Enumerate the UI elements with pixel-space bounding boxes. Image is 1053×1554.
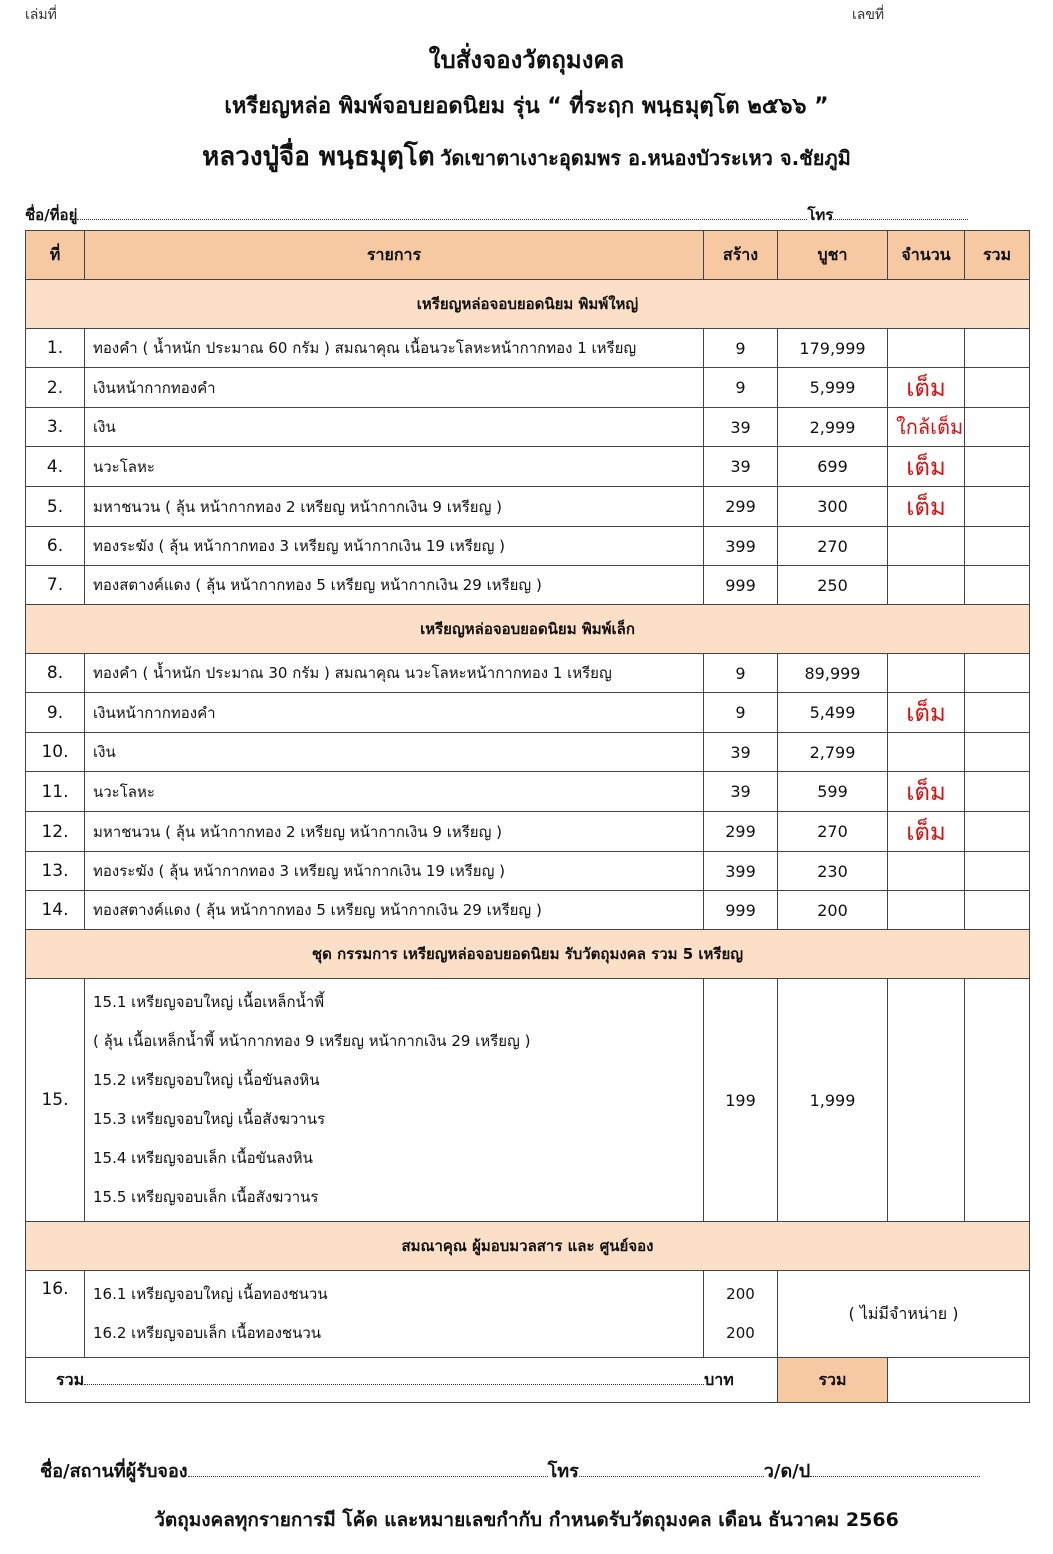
row-item: ทองสตางค์แดง ( ลุ้น หน้ากากทอง 5 เหรียญ หน้ากากเงิน 29 เหรียญ ): [85, 566, 704, 605]
table-row: [26, 891, 1030, 930]
total-row: [26, 1358, 1030, 1403]
row-price: 179,999: [778, 329, 888, 368]
total-amount-field[interactable]: [84, 1372, 704, 1385]
row-item: เงิน: [85, 733, 704, 772]
section-title: ชุด กรรมการ เหรียญหล่อจอบยอดนิยม รับวัตถุมงคล รวม 5 เหรียญ: [26, 930, 1030, 979]
row-qty-status[interactable]: [888, 654, 965, 693]
gift-line: 16.1 เหรียญจอบใหญ่ เนื้อทองชนวน: [93, 1285, 328, 1303]
row-item: เงินหน้ากากทองคำ: [85, 693, 704, 733]
row-qty-status[interactable]: [888, 891, 965, 930]
set-line: 15.4 เหรียญจอบเล็ก เนื้อขันลงหิน: [93, 1149, 313, 1167]
row-no: 11.: [26, 772, 85, 812]
row-item: ทองคำ ( น้ำหนัก ประมาณ 60 กรัม ) สมณาคุณ เนื้อนวะโลหะหน้ากากทอง 1 เหรียญ: [85, 329, 704, 368]
set-line: 15.1 เหรียญจอบใหญ่ เนื้อเหล็กน้ำพี้: [93, 993, 325, 1011]
section-header: [26, 930, 1030, 979]
row-no: 10.: [26, 733, 85, 772]
section-title: เหรียญหล่อจอบยอดนิยม พิมพ์ใหญ่: [26, 280, 1030, 329]
table-row: [26, 408, 1030, 447]
section-title: เหรียญหล่อจอบยอดนิยม พิมพ์เล็ก: [26, 605, 1030, 654]
row-price: 230: [778, 852, 888, 891]
row-total[interactable]: [965, 852, 1030, 891]
row-no: 15.: [26, 979, 85, 1222]
row-total[interactable]: [965, 772, 1030, 812]
table-row: [26, 693, 1030, 733]
row-item-list: [85, 979, 704, 1222]
row-item: มหาชนวน ( ลุ้น หน้ากากทอง 2 เหรียญ หน้ากากเงิน 9 เหรียญ ): [85, 487, 704, 527]
section-header: [26, 605, 1030, 654]
total-unit: บาท: [704, 1369, 734, 1389]
row-no: 16.: [26, 1271, 85, 1358]
receiver-phone-field[interactable]: [579, 1464, 764, 1477]
customer-name-label: ชื่อ/ที่อยู่: [25, 206, 78, 224]
receiver-name-label: ชื่อ/สถานที่ผู้รับจอง: [40, 1461, 188, 1482]
row-built: 199: [704, 979, 778, 1222]
row-total[interactable]: [965, 408, 1030, 447]
row-total[interactable]: [965, 812, 1030, 852]
row-price: 1,999: [778, 979, 888, 1222]
row-built: 39: [704, 733, 778, 772]
row-built: 399: [704, 852, 778, 891]
row-total[interactable]: [965, 447, 1030, 487]
set-line: ( ลุ้น เนื้อเหล็กน้ำพี้ หน้ากากทอง 9 เหรียญ หน้ากากเงิน 29 เหรียญ ): [93, 1032, 531, 1050]
row-item: นวะโลหะ: [85, 772, 704, 812]
row-no: 14.: [26, 891, 85, 930]
row-built: 999: [704, 891, 778, 930]
row-no: 9.: [26, 693, 85, 733]
row-qty-status[interactable]: [888, 527, 965, 566]
row-total[interactable]: [965, 891, 1030, 930]
monk-name: หลวงปู่จื่อ พนฺธมุตฺโต: [202, 142, 435, 172]
row-price: 599: [778, 772, 888, 812]
total-line: [26, 1358, 778, 1403]
row-qty-status[interactable]: เต็ม: [888, 812, 965, 852]
row-qty-status[interactable]: เต็ม: [888, 693, 965, 733]
row-built: 39: [704, 772, 778, 812]
row-item: ทองสตางค์แดง ( ลุ้น หน้ากากทอง 5 เหรียญ หน้ากากเงิน 29 เหรียญ ): [85, 891, 704, 930]
row-price: 89,999: [778, 654, 888, 693]
row-qty-status[interactable]: ใกล้เต็ม: [888, 408, 965, 447]
row-price: 5,499: [778, 693, 888, 733]
row-no: 5.: [26, 487, 85, 527]
table-row-gift: [26, 1271, 1030, 1358]
row-price: 2,799: [778, 733, 888, 772]
customer-name-field[interactable]: [77, 207, 807, 220]
order-table: [25, 230, 1030, 1403]
row-total[interactable]: [965, 693, 1030, 733]
section-header: [26, 1222, 1030, 1271]
row-total[interactable]: [965, 979, 1030, 1222]
row-total[interactable]: [965, 368, 1030, 408]
row-price: 300: [778, 487, 888, 527]
row-item: ทองคำ ( น้ำหนัก ประมาณ 30 กรัม ) สมณาคุณ นวะโลหะหน้ากากทอง 1 เหรียญ: [85, 654, 704, 693]
row-no: 3.: [26, 408, 85, 447]
col-header-item: รายการ: [85, 231, 704, 280]
row-no: 13.: [26, 852, 85, 891]
set-line: 15.2 เหรียญจอบใหญ่ เนื้อขันลงหิน: [93, 1071, 320, 1089]
row-no: 12.: [26, 812, 85, 852]
monk-title: [0, 136, 1053, 177]
form-title: ใบสั่งจองวัตถุมงคล: [428, 46, 625, 74]
form-number-label: เลขที่: [852, 7, 885, 23]
table-row: [26, 487, 1030, 527]
row-price: 270: [778, 812, 888, 852]
row-price: 5,999: [778, 368, 888, 408]
section-title: สมณาคุณ ผู้มอบมวลสาร และ ศูนย์จอง: [26, 1222, 1030, 1271]
row-qty-status[interactable]: [888, 329, 965, 368]
row-no: 2.: [26, 368, 85, 408]
row-total[interactable]: [965, 566, 1030, 605]
col-header-total: รวม: [965, 231, 1030, 280]
customer-phone-label: โทร: [807, 206, 834, 224]
receiver-date-label: ว/ด/ป: [763, 1461, 811, 1482]
row-no: 4.: [26, 447, 85, 487]
row-qty-status[interactable]: เต็ม: [888, 487, 965, 527]
set-line: 15.3 เหรียญจอบใหญ่ เนื้อสังฆวานร: [93, 1110, 326, 1128]
row-item: เงินหน้ากากทองคำ: [85, 368, 704, 408]
gift-built: 200: [726, 1324, 755, 1342]
row-total[interactable]: [965, 527, 1030, 566]
table-row: [26, 733, 1030, 772]
row-total[interactable]: [965, 654, 1030, 693]
table-row: [26, 812, 1030, 852]
row-qty-status[interactable]: [888, 733, 965, 772]
table-row: [26, 852, 1030, 891]
row-total[interactable]: [965, 329, 1030, 368]
temple-name: วัดเขาตาเงาะอุดมพร อ.หนองบัวระเหว จ.ชัยภูมิ: [440, 146, 851, 170]
row-price: 699: [778, 447, 888, 487]
customer-phone-field[interactable]: [833, 207, 968, 220]
sum-label-cell: รวม: [778, 1358, 888, 1403]
row-built: 399: [704, 527, 778, 566]
row-built: 999: [704, 566, 778, 605]
row-built: 299: [704, 487, 778, 527]
col-header-price: บูชา: [778, 231, 888, 280]
row-no: 6.: [26, 527, 85, 566]
row-built: 9: [704, 654, 778, 693]
sum-value-cell[interactable]: [888, 1358, 1030, 1403]
table-row: [26, 447, 1030, 487]
row-qty-status[interactable]: [888, 852, 965, 891]
row-item: ทองระฆัง ( ลุ้น หน้ากากทอง 3 เหรียญ หน้ากากเงิน 19 เหรียญ ): [85, 527, 704, 566]
row-built: 39: [704, 447, 778, 487]
receiver-phone-label: โทร: [547, 1461, 579, 1482]
row-built: 299: [704, 812, 778, 852]
table-row: [26, 329, 1030, 368]
gift-line: 16.2 เหรียญจอบเล็ก เนื้อทองชนวน: [93, 1324, 322, 1342]
row-total[interactable]: [965, 487, 1030, 527]
gift-built: 200: [726, 1285, 755, 1303]
row-price: 200: [778, 891, 888, 930]
total-label: รวม: [56, 1369, 85, 1389]
section-header: [26, 280, 1030, 329]
receiver-date-field[interactable]: [810, 1464, 980, 1477]
row-item: นวะโลหะ: [85, 447, 704, 487]
table-row: [26, 654, 1030, 693]
row-built: 9: [704, 368, 778, 408]
customer-info-line: [25, 203, 968, 227]
book-number-label: เล่มที่: [25, 7, 57, 23]
form-subtitle: เหรียญหล่อ พิมพ์จอบยอดนิยม รุ่น “ ที่ระฤก พนฺธมุตฺโต ๒๕๖๖ ”: [224, 94, 829, 119]
table-row: [26, 566, 1030, 605]
row-price: 250: [778, 566, 888, 605]
set-line: 15.5 เหรียญจอบเล็ก เนื้อสังฆวานร: [93, 1188, 319, 1206]
row-no: 7.: [26, 566, 85, 605]
row-total[interactable]: [965, 733, 1030, 772]
row-no: 8.: [26, 654, 85, 693]
table-row: [26, 527, 1030, 566]
row-qty-status[interactable]: เต็ม: [888, 368, 965, 408]
row-built: 9: [704, 329, 778, 368]
receiver-name-field[interactable]: [188, 1464, 548, 1477]
row-item: มหาชนวน ( ลุ้น หน้ากากทอง 2 เหรียญ หน้ากากเงิน 9 เหรียญ ): [85, 812, 704, 852]
row-built: 39: [704, 408, 778, 447]
row-built: 9: [704, 693, 778, 733]
row-price: 270: [778, 527, 888, 566]
row-qty-status[interactable]: เต็ม: [888, 447, 965, 487]
row-no: 1.: [26, 329, 85, 368]
row-qty-status[interactable]: เต็ม: [888, 772, 965, 812]
table-row: [26, 368, 1030, 408]
row-item: ทองระฆัง ( ลุ้น หน้ากากทอง 3 เหรียญ หน้ากากเงิน 19 เหรียญ ): [85, 852, 704, 891]
receiver-line: [40, 1456, 980, 1485]
table-header-row: [26, 231, 1030, 280]
row-built-list: [704, 1271, 778, 1358]
col-header-no: ที่: [26, 231, 85, 280]
row-price: 2,999: [778, 408, 888, 447]
row-item-list: [85, 1271, 704, 1358]
col-header-qty: จำนวน: [888, 231, 965, 280]
col-header-built: สร้าง: [704, 231, 778, 280]
footer-note: วัตถุมงคลทุกรายการมี โค้ด และหมายเลขกำกับ กำหนดรับวัตถุมงคล เดือน ธันวาคม 2566: [154, 1509, 899, 1531]
not-for-sale-note: ( ไม่มีจำหน่าย ): [778, 1271, 1030, 1358]
table-row-set: [26, 979, 1030, 1222]
table-row: [26, 772, 1030, 812]
row-qty[interactable]: [888, 979, 965, 1222]
row-qty-status[interactable]: [888, 566, 965, 605]
row-item: เงิน: [85, 408, 704, 447]
